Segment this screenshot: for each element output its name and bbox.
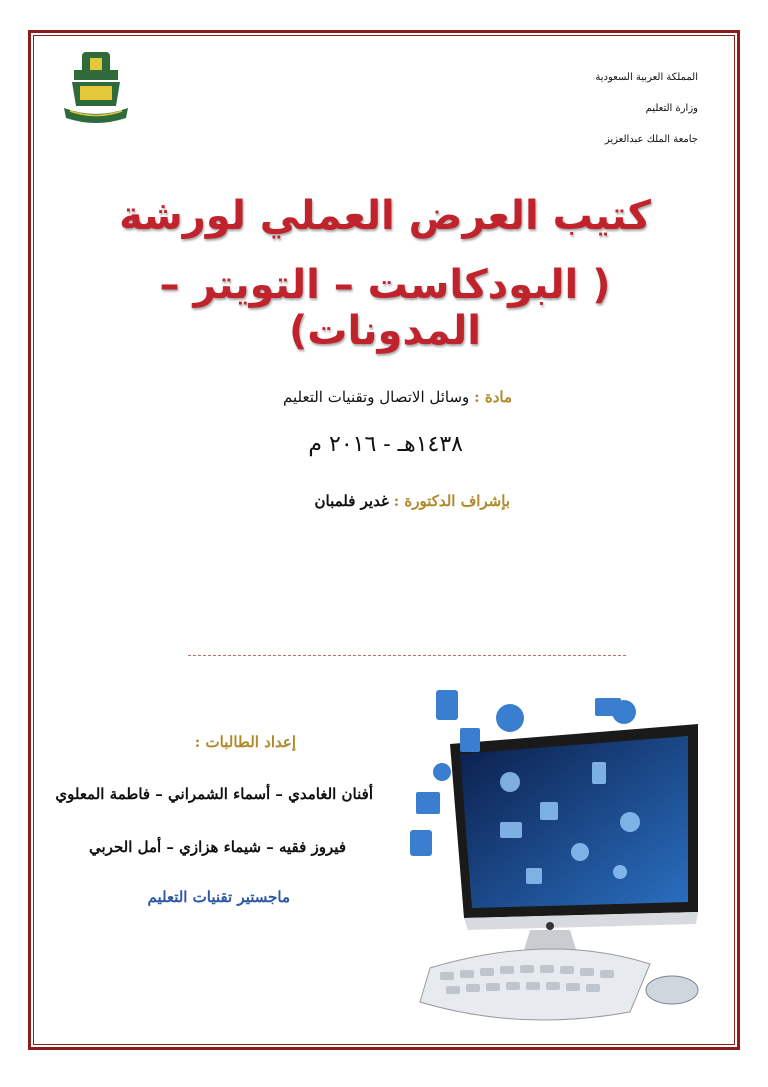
university-logo-icon [60,48,132,128]
students-label: إعداد الطالبات : [194,733,296,751]
program-line: ماجستير تقنيات التعليم [147,888,290,906]
university-line: جامعة الملك عبدالعزيز [604,134,698,145]
subject-label: مادة : [474,388,512,406]
students-line-2: فيروز فقيه – شيماء هزازي – أمل الحربي [88,838,346,856]
header-lines [595,62,698,155]
supervisor-row [314,492,510,510]
subject-row [283,388,512,406]
title-line-2: ( البودكاست – التويتر – المدونات) [159,262,611,354]
students-line-1: أفنان الغامدي – أسماء الشمراني – فاطمة المعلوي [55,785,373,803]
country-line: المملكة العربية السعودية [595,72,698,83]
title-line-1: كتيب العرض العملي لورشة [119,193,651,239]
supervisor-label: بإشراف الدكتورة : [393,492,510,510]
subject-value: وسائل الاتصال وتقنيات التعليم [282,388,470,406]
dashed-divider [188,655,626,656]
ministry-line: وزارة التعليم [645,103,698,114]
computer-media-icon [380,672,720,1032]
supervisor-value: غدير فلمبان [314,492,389,510]
students-label-row [195,733,296,751]
date-row: ١٤٣٨هـ - ٢٠١٦ م [308,432,463,457]
